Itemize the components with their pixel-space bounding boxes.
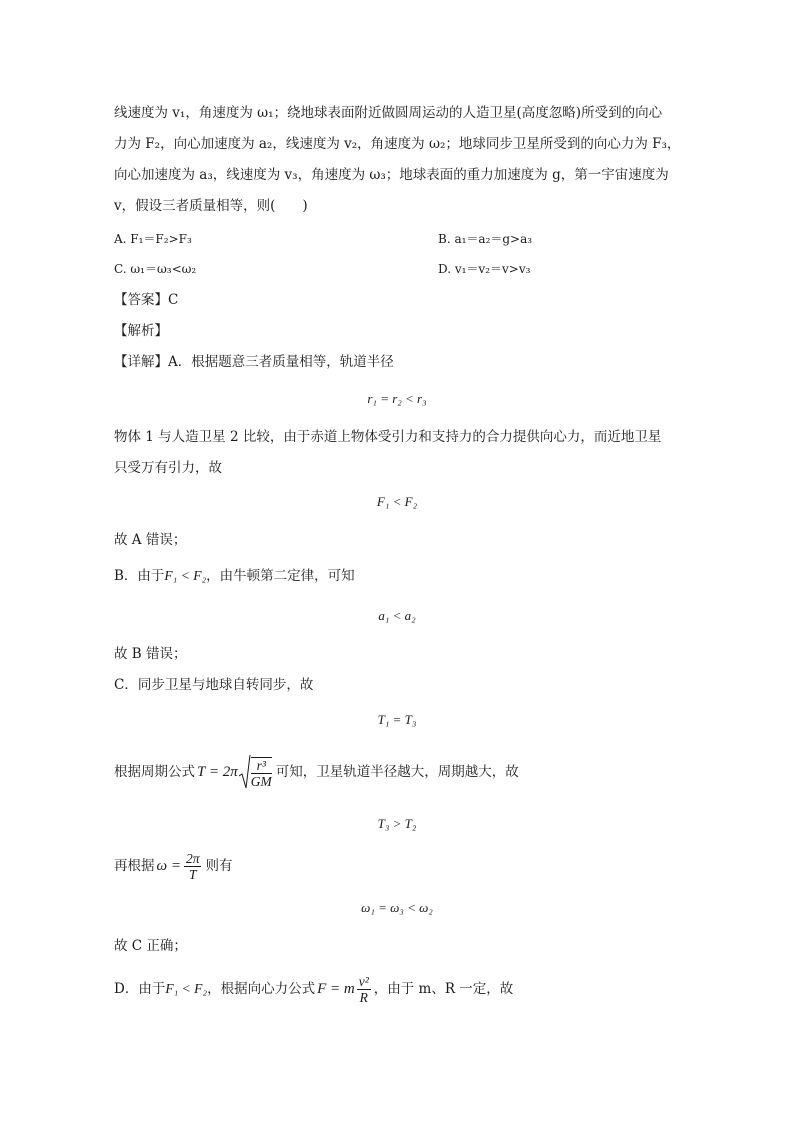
omega-numerator: 2π: [185, 850, 200, 866]
b-line-formula: F₁ < F₂: [164, 568, 207, 583]
d-mid: ，根据向心力公式: [207, 981, 316, 997]
equation-6: ω₁ = ω₃ < ω₂: [361, 900, 433, 915]
a-wrong: 故 A 错误；: [114, 532, 187, 548]
detail-intro: 【详解】A．根据题意三者质量相等，轨道半径: [114, 354, 394, 370]
period-lhs: T = 2π: [197, 764, 238, 780]
d-lhs: F = m: [317, 981, 355, 997]
equation-5: T₃ > T₂: [377, 816, 417, 831]
paragraph-1a: 物体 1 与人造卫星 2 比较，由于赤道上物体受引力和支持力的合力提供向心力，而近地卫星: [114, 429, 662, 445]
c-right: 故 C 正确；: [114, 938, 187, 954]
equation-2: F₁ < F₂: [376, 494, 418, 509]
d-fraction: [357, 974, 371, 1005]
paragraph-1b: 只受万有引力，故: [114, 460, 222, 476]
omega-pre: 再根据: [114, 858, 155, 874]
omega-post: 则有: [205, 858, 233, 874]
question-line-3: 向心加速度为 a₃，线速度为 v₃，角速度为 ω₃；地球表面的重力加速度为 g，第一宇宙速度为: [114, 167, 669, 183]
period-line: [114, 754, 519, 790]
sqrt-sign-icon: [239, 754, 251, 790]
d-formula: F₁ < F₂: [165, 981, 208, 996]
b-line-pre: B．由于: [114, 568, 165, 584]
period-post: 可知，卫星轨道半径越大，周期越大，故: [275, 764, 519, 780]
period-pre: 根据周期公式: [114, 764, 195, 780]
d-pre: D．由于: [114, 981, 166, 997]
omega-line: [114, 848, 232, 884]
question-line-1: 线速度为 v₁，角速度为 ω₁；绕地球表面附近做圆周运动的人造卫星(高度忽略)所受到的向心: [114, 105, 663, 121]
option-b: B. a₁＝a₂＝g>a₃: [438, 232, 533, 246]
equation-4: T₁ = T₃: [377, 712, 417, 727]
d-numerator: v²: [358, 973, 369, 989]
b-line: [114, 566, 355, 586]
option-d: D. v₁＝v₂＝v>v₃: [438, 262, 531, 276]
answer-line: 【答案】C: [114, 292, 179, 308]
period-denominator: GM: [250, 774, 272, 789]
analysis-label: 【解析】: [114, 323, 168, 339]
equation-1: r₁ = r₂ < r₃: [367, 391, 427, 406]
question-line-2: 力为 F₂，向心加速度为 a₂，线速度为 v₂，角速度为 ω₂；地球同步卫星所受到的向心力为 F₃，: [114, 136, 681, 152]
equation-3: a₁ < a₂: [378, 608, 416, 623]
omega-lhs: ω =: [156, 858, 181, 874]
question-line-4: v，假设三者质量相等，则( ): [114, 198, 308, 214]
omega-fraction: [184, 851, 202, 882]
period-numerator: r³: [251, 758, 272, 774]
b-line-post: ，由牛顿第二定律，可知: [206, 568, 355, 584]
d-post: ，由于 m、R 一定，故: [373, 981, 514, 997]
omega-denominator: T: [188, 866, 197, 882]
option-a: A. F₁＝F₂>F₃: [114, 232, 192, 246]
d-line: [114, 970, 513, 1008]
option-c: C. ω₁＝ω₃<ω₂: [114, 262, 197, 276]
d-denominator: R: [359, 989, 368, 1005]
period-fraction: [251, 757, 272, 789]
b-wrong: 故 B 错误；: [114, 646, 187, 662]
c-line: C．同步卫星与地球自转同步，故: [114, 677, 314, 693]
